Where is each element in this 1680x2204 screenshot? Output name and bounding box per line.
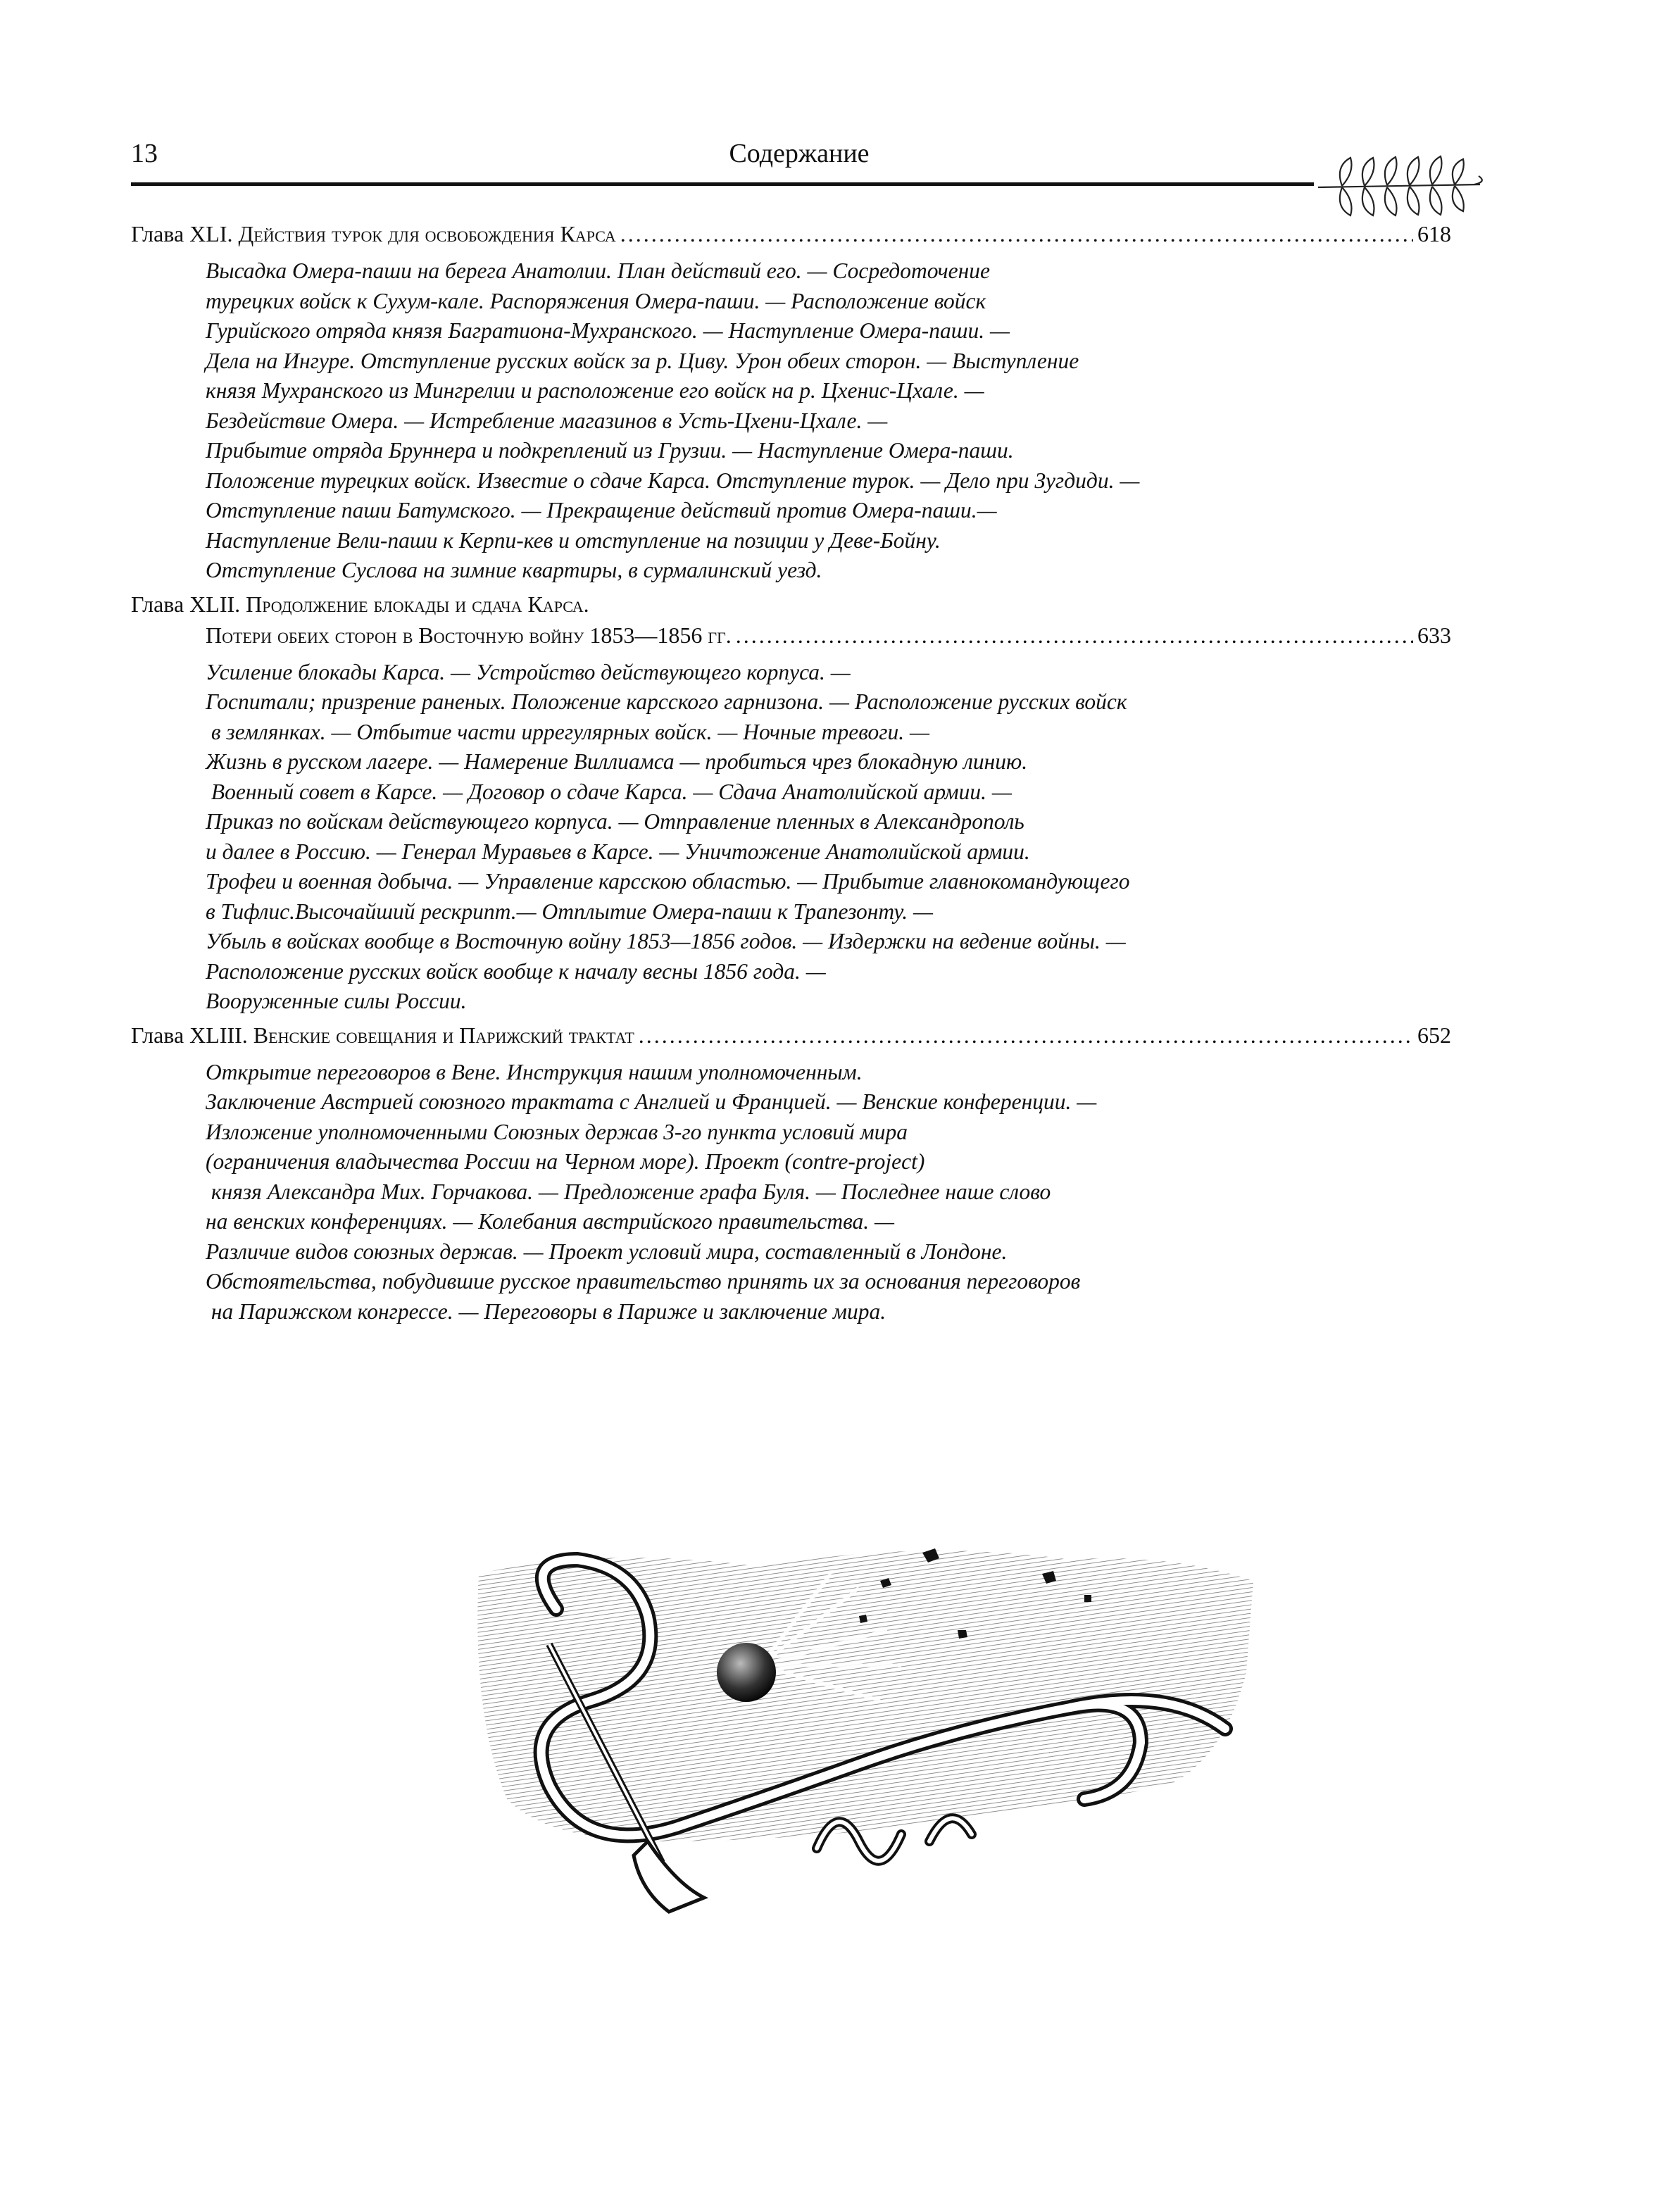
chapter-label: Глава XLII.: [131, 591, 241, 617]
summary-line: Бездействие Омера. — Истребление магазинов в Усть-Цхени-Цхале. —: [206, 408, 888, 433]
summary-line: турецких войск к Сухум-кале. Распоряжения Омера-паши. — Расположение войск: [206, 288, 986, 313]
summary-line: в землянках. — Отбытие части иррегулярных войск. — Ночные тревоги. —: [206, 719, 930, 744]
summary-line: Вооруженные силы России.: [206, 989, 467, 1013]
toc-chapter: [131, 589, 1451, 1017]
summary-line: Заключение Австрией союзного трактата с Англией и Францией. — Венские конференции. —: [206, 1089, 1097, 1114]
trumpet-ribbon-vignette-icon: [465, 1532, 1274, 1919]
summary-line: Приказ по войскам действующего корпуса. — Отправление пленных в Александрополь: [206, 809, 1024, 834]
summary-line: Прибытие отряда Бруннера и подкреплений из Грузии. — Наступление Омера-паши.: [206, 438, 1014, 463]
laurel-branch-icon: [1314, 151, 1483, 221]
running-title: Содержание: [729, 139, 870, 168]
summary-line: (ограничения владычества России на Черном море). Проект (contre-project): [206, 1149, 925, 1174]
summary-line: Гурийского отряда князя Багратиона-Мухранского. — Наступление Омера-паши. —: [206, 318, 1010, 343]
leader-dots: [620, 218, 1413, 249]
page-number: 13: [131, 139, 158, 168]
summary-line: в Тифлис.Высочайший рескрипт.— Отплытие Омера-паши к Трапезонту. —: [206, 898, 934, 924]
toc-chapter: [131, 1020, 1451, 1327]
summary-line: Наступление Вели-паши к Керпи-кев и отступление на позиции у Деве-Бойну.: [206, 527, 941, 553]
summary-line: Расположение русских войск вообще к началу весны 1856 года. —: [206, 958, 826, 984]
summary-line: Отступление Суслова на зимние квартиры, в сурмалинский уезд.: [206, 558, 822, 582]
chapter-label: Глава XLIII.: [131, 1022, 248, 1048]
summary-line: Различие видов союзных держав. — Проект условий мира, составленный в Лондоне.: [206, 1239, 1008, 1264]
summary-line: Военный совет в Карсе. — Договор о сдаче Карса. — Сдача Анатолийской армии. —: [206, 779, 1012, 804]
chapter-title: Венские совещания и Парижский трактат: [253, 1022, 634, 1048]
summary-line: Обстоятельства, побудившие русское правительство принять их за основания переговоров: [206, 1269, 1081, 1294]
summary-line: на Парижском конгрессе. — Переговоры в Париже и заключение мира.: [206, 1298, 886, 1324]
summary-line: Убыль в войсках вообще в Восточную войну 1853—1856 годов. — Издержки на ведение войны. —: [206, 929, 1126, 953]
chapter-label: Глава XLI.: [131, 221, 233, 246]
chapter-summary: [206, 1058, 1451, 1327]
summary-line: на венских конференциях. — Колебания австрийского правительства. —: [206, 1209, 895, 1234]
chapter-title: Продолжение блокады и сдача Карса.: [246, 591, 589, 617]
summary-line: Высадка Омера-паши на берега Анатолии. План действий его. — Сосредоточение: [206, 258, 991, 283]
chapter-heading-line[interactable]: [131, 218, 1451, 249]
summary-line: и далее в Россию. — Генерал Муравьев в Карсе. — Уничтожение Анатолийской армии.: [206, 839, 1030, 864]
chapter-heading-line[interactable]: [131, 589, 1451, 620]
summary-line: Госпитали; призрение раненых. Положение карсского гарнизона. — Расположение русских войск: [206, 689, 1127, 714]
chapter-heading-line[interactable]: [131, 1020, 1451, 1051]
summary-line: Открытие переговоров в Вене. Инструкция нашим уполномоченным.: [206, 1059, 863, 1084]
toc-chapter: [131, 218, 1451, 586]
chapter-summary: [206, 256, 1451, 586]
leader-dots: [639, 1020, 1413, 1051]
chapter-summary: [206, 658, 1451, 1017]
summary-line: Положение турецких войск. Известие о сдаче Карса. Отступление турок. — Дело при Зугдиди. —: [206, 468, 1140, 493]
chapter-page-number: 633: [1417, 622, 1451, 648]
chapter-title: Действия турок для освобождения Карса: [238, 221, 616, 246]
summary-line: князя Александра Мих. Горчакова. — Предложение графа Буля. — Последнее наше слово: [206, 1179, 1051, 1204]
summary-line: Жизнь в русском лагере. — Намерение Виллиамса — пробиться чрез блокадную линию.: [206, 749, 1028, 774]
summary-line: Дела на Ингуре. Отступление русских войск за р. Циву. Урон обеих сторон. — Выступление: [206, 348, 1079, 373]
header-rule: [131, 182, 1314, 186]
summary-line: Отступление паши Батумского. — Прекращение действий против Омера-паши.—: [206, 498, 997, 522]
table-of-contents: [131, 218, 1451, 1329]
chapter-page-number: 618: [1417, 221, 1451, 246]
summary-line: Трофеи и военная добыча. — Управление карсскою областью. — Прибытие главнокомандующего: [206, 869, 1130, 894]
summary-line: Изложение уполномоченными Союзных держав 3-го пункта условий мира: [206, 1119, 908, 1144]
chapter-heading-continuation[interactable]: [131, 620, 1451, 651]
leader-dots: [736, 620, 1413, 651]
chapter-title-continuation: Потери обеих сторон в Восточную войну 1853—1856 гг.: [206, 622, 732, 648]
summary-line: Усиление блокады Карса. — Устройство действующего корпуса. —: [206, 659, 851, 684]
summary-line: князя Мухранского из Мингрелии и расположение его войск на р. Цхенис-Цхале. —: [206, 378, 984, 403]
chapter-page-number: 652: [1417, 1022, 1451, 1048]
